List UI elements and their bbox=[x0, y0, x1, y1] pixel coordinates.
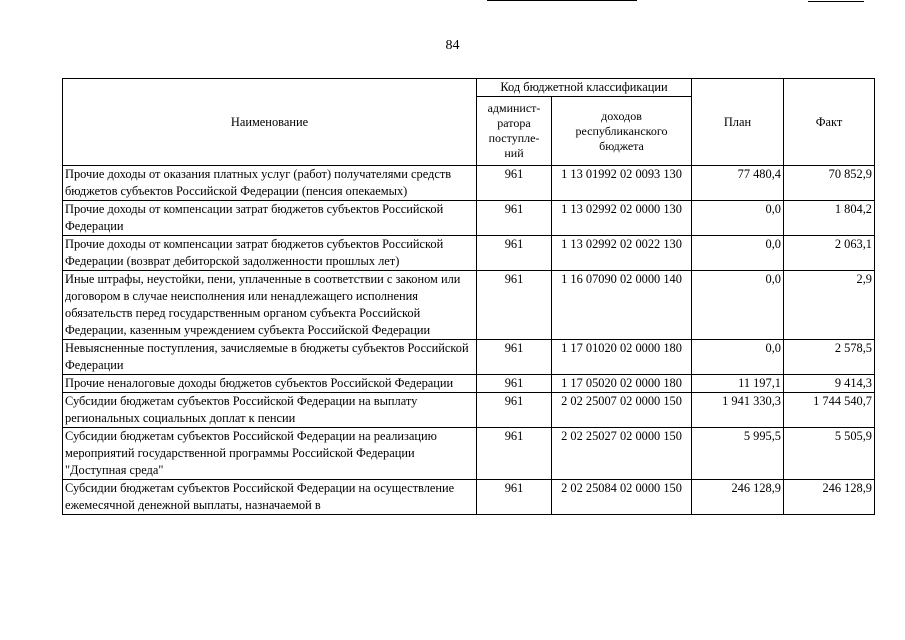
page-number: 84 bbox=[445, 38, 460, 53]
table-row bbox=[63, 166, 875, 201]
row-plan: 77 480,4 bbox=[692, 166, 784, 201]
row-name: Невыясненные поступления, зачисляемые в бюджеты субъектов Российской Федерации bbox=[63, 340, 477, 375]
row-name: Прочие доходы от компенсации затрат бюджетов субъектов Российской Федерации (возврат дебиторской задолженности прошлых лет) bbox=[63, 236, 477, 271]
row-name: Иные штрафы, неустойки, пени, уплаченные в соответствии с законом или договором в случае неисполнения или ненадлежащего исполнения обязательств перед государственным органом субъекта Российской Федерации, казенным учреждением субъекта Российской Федерации bbox=[63, 271, 477, 340]
row-fact: 9 414,3 bbox=[784, 375, 875, 393]
row-admin-code: 961 bbox=[477, 271, 552, 340]
row-revenue-code: 1 13 01992 02 0093 130 bbox=[552, 166, 692, 201]
row-admin-code: 961 bbox=[477, 393, 552, 428]
row-fact: 2 063,1 bbox=[784, 236, 875, 271]
row-name: Прочие неналоговые доходы бюджетов субъектов Российской Федерации bbox=[63, 375, 477, 393]
table-row bbox=[63, 393, 875, 428]
row-plan: 0,0 bbox=[692, 340, 784, 375]
table-row bbox=[63, 201, 875, 236]
budget-table bbox=[62, 78, 875, 515]
row-fact: 1 744 540,7 bbox=[784, 393, 875, 428]
row-plan: 1 941 330,3 bbox=[692, 393, 784, 428]
row-fact: 5 505,9 bbox=[784, 428, 875, 480]
row-admin-code: 961 bbox=[477, 340, 552, 375]
row-revenue-code: 1 16 07090 02 0000 140 bbox=[552, 271, 692, 340]
top-rule-right bbox=[808, 1, 864, 2]
row-revenue-code: 1 17 01020 02 0000 180 bbox=[552, 340, 692, 375]
row-plan: 246 128,9 bbox=[692, 480, 784, 515]
row-name: Субсидии бюджетам субъектов Российской Федерации на выплату региональных социальных доплат к пенсии bbox=[63, 393, 477, 428]
table-row bbox=[63, 375, 875, 393]
top-rule-left bbox=[487, 0, 637, 1]
header-plan: План bbox=[692, 79, 784, 166]
table-row bbox=[63, 428, 875, 480]
header-fact: Факт bbox=[784, 79, 875, 166]
row-plan: 0,0 bbox=[692, 271, 784, 340]
row-plan: 0,0 bbox=[692, 201, 784, 236]
row-admin-code: 961 bbox=[477, 480, 552, 515]
row-admin-code: 961 bbox=[477, 375, 552, 393]
row-name: Субсидии бюджетам субъектов Российской Федерации на осуществление ежемесячной денежной выплаты, назначаемой в bbox=[63, 480, 477, 515]
row-fact: 246 128,9 bbox=[784, 480, 875, 515]
row-fact: 2,9 bbox=[784, 271, 875, 340]
row-revenue-code: 1 17 05020 02 0000 180 bbox=[552, 375, 692, 393]
table-row bbox=[63, 271, 875, 340]
row-revenue-code: 1 13 02992 02 0000 130 bbox=[552, 201, 692, 236]
row-admin-code: 961 bbox=[477, 428, 552, 480]
row-revenue-code: 2 02 25007 02 0000 150 bbox=[552, 393, 692, 428]
header-budget-code: Код бюджетной классификации bbox=[477, 79, 692, 97]
row-admin-code: 961 bbox=[477, 236, 552, 271]
row-fact: 70 852,9 bbox=[784, 166, 875, 201]
header-name: Наименование bbox=[63, 79, 477, 166]
table-body bbox=[63, 166, 875, 515]
table-row bbox=[63, 480, 875, 515]
row-plan: 0,0 bbox=[692, 236, 784, 271]
row-revenue-code: 2 02 25084 02 0000 150 bbox=[552, 480, 692, 515]
row-admin-code: 961 bbox=[477, 201, 552, 236]
row-fact: 1 804,2 bbox=[784, 201, 875, 236]
row-plan: 11 197,1 bbox=[692, 375, 784, 393]
row-admin-code: 961 bbox=[477, 166, 552, 201]
header-revenue: доходов республиканского бюджета bbox=[552, 97, 692, 166]
header-admin: админист-ратора поступле-ний bbox=[477, 97, 552, 166]
table-row bbox=[63, 340, 875, 375]
row-revenue-code: 2 02 25027 02 0000 150 bbox=[552, 428, 692, 480]
row-name: Субсидии бюджетам субъектов Российской Федерации на реализацию мероприятий государственной программы Российской Федерации "Доступная среда" bbox=[63, 428, 477, 480]
table-row bbox=[63, 236, 875, 271]
row-name: Прочие доходы от оказания платных услуг (работ) получателями средств бюджетов субъектов Российской Федерации (пенсия опекаемых) bbox=[63, 166, 477, 201]
row-revenue-code: 1 13 02992 02 0022 130 bbox=[552, 236, 692, 271]
row-fact: 2 578,5 bbox=[784, 340, 875, 375]
row-name: Прочие доходы от компенсации затрат бюджетов субъектов Российской Федерации bbox=[63, 201, 477, 236]
row-plan: 5 995,5 bbox=[692, 428, 784, 480]
